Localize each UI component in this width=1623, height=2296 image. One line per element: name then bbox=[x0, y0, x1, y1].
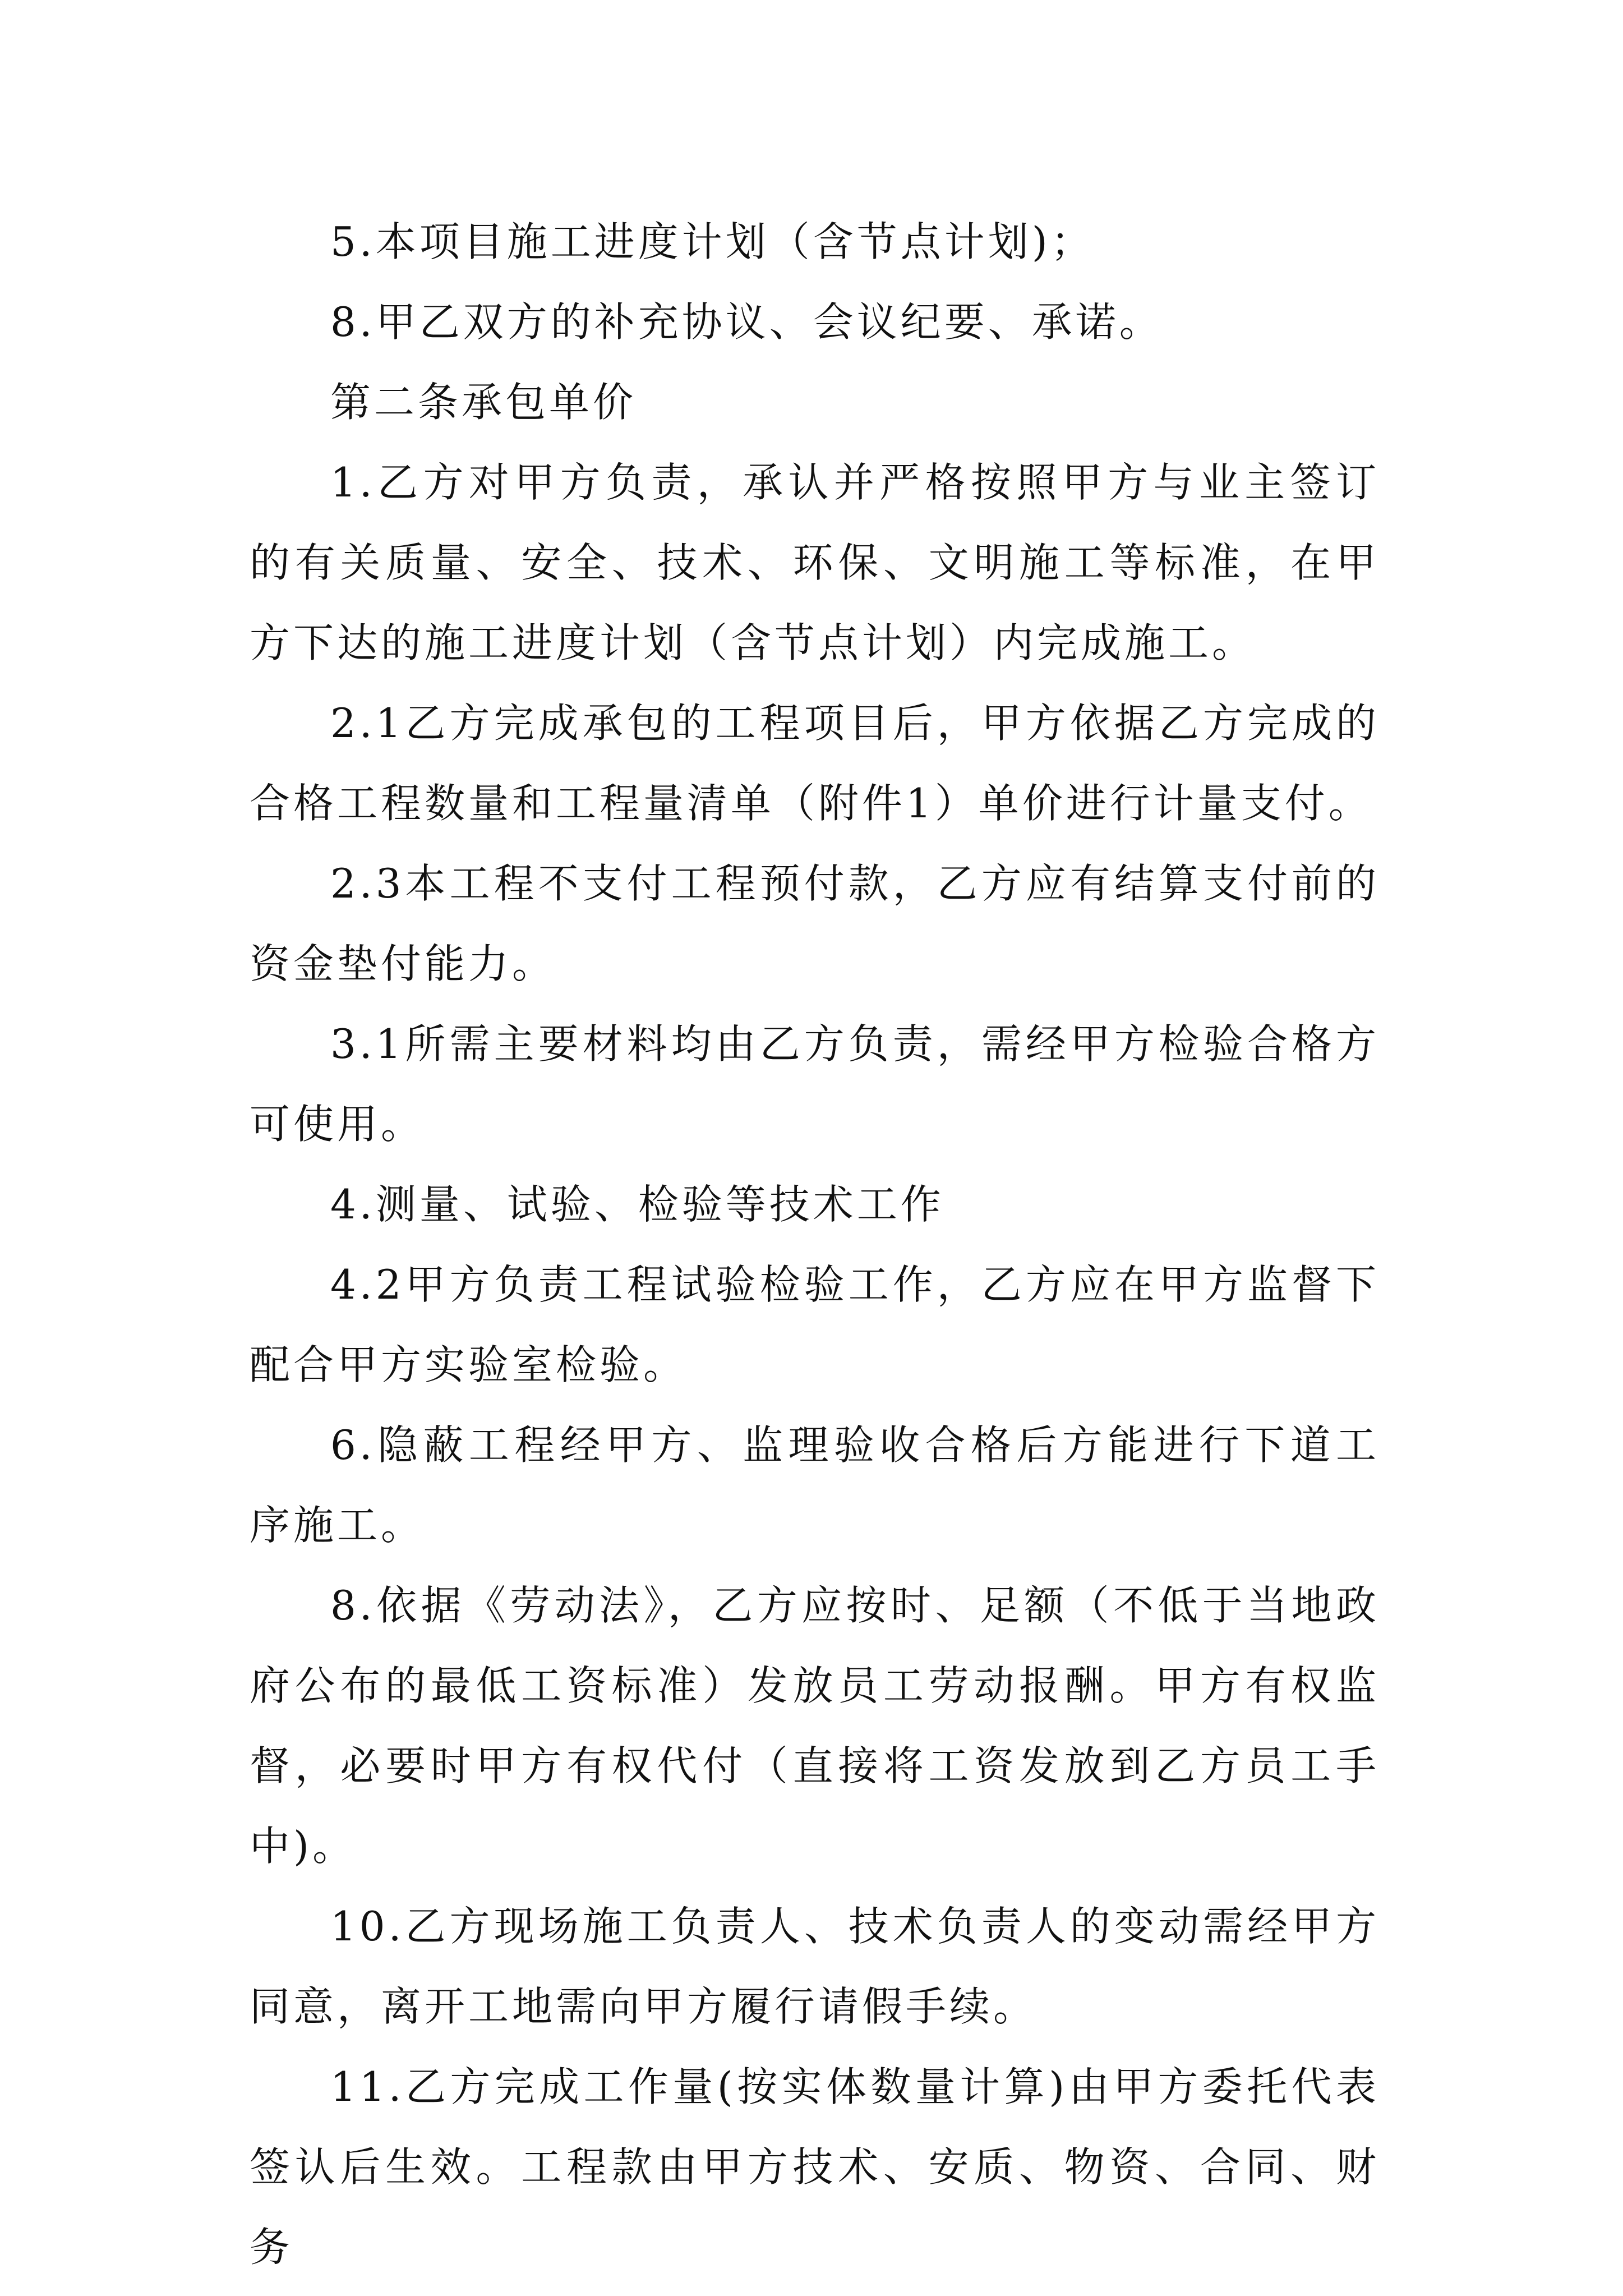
paragraph-4-testing: 4.测量、试验、检验等技术工作 bbox=[330, 1181, 944, 1228]
paragraph-11-workload: 11.乙方完成工作量(按实体数量计算)由甲方委托代表签认后生效。工程款由甲方技术、安质、物资、合同、财务 bbox=[250, 2063, 1380, 2271]
paragraph-1-responsibility: 1.乙方对甲方负责，承认并严格按照甲方与业主签订的有关质量、安全、技术、环保、文明施工等标准，在甲方下达的施工进度计划（含节点计划）内完成施工。 bbox=[250, 459, 1380, 666]
paragraph-3-1-materials: 3.1所需主要材料均由乙方负责，需经甲方检验合格方可使用。 bbox=[250, 1020, 1380, 1148]
article-2-heading: 第二条承包单价 bbox=[330, 379, 637, 426]
paragraph-2-3-advance: 2.3本工程不支付工程预付款，乙方应有结算支付前的资金垫付能力。 bbox=[250, 860, 1380, 987]
paragraph-4-2-inspection: 4.2甲方负责工程试验检验工作，乙方应在甲方监督下配合甲方实验室检验。 bbox=[250, 1261, 1380, 1388]
paragraph-10-personnel: 10.乙方现场施工负责人、技术负责人的变动需经甲方同意，离开工地需向甲方履行请假手续。 bbox=[250, 1903, 1380, 2030]
paragraph-2-1-payment: 2.1乙方完成承包的工程项目后，甲方依据乙方完成的合格工程数量和工程量清单（附件1）单价进行计量支付。 bbox=[250, 700, 1380, 827]
paragraph-5-schedule: 5.本项目施工进度计划（含节点计划)； bbox=[330, 218, 1095, 265]
paragraph-8-labor-law: 8.依据《劳动法》，乙方应按时、足额（不低于当地政府公布的最低工资标准）发放员工劳动报酬。甲方有权监督，必要时甲方有权代付（直接将工资发放到乙方员工手中)。 bbox=[250, 1582, 1380, 1870]
paragraph-8-supplement: 8.甲乙双方的补充协议、会议纪要、承诺。 bbox=[330, 298, 1163, 346]
paragraph-6-hidden-works: 6.隐蔽工程经甲方、监理验收合格后方能进行下道工序施工。 bbox=[250, 1421, 1380, 1549]
document-body bbox=[250, 202, 1380, 2288]
